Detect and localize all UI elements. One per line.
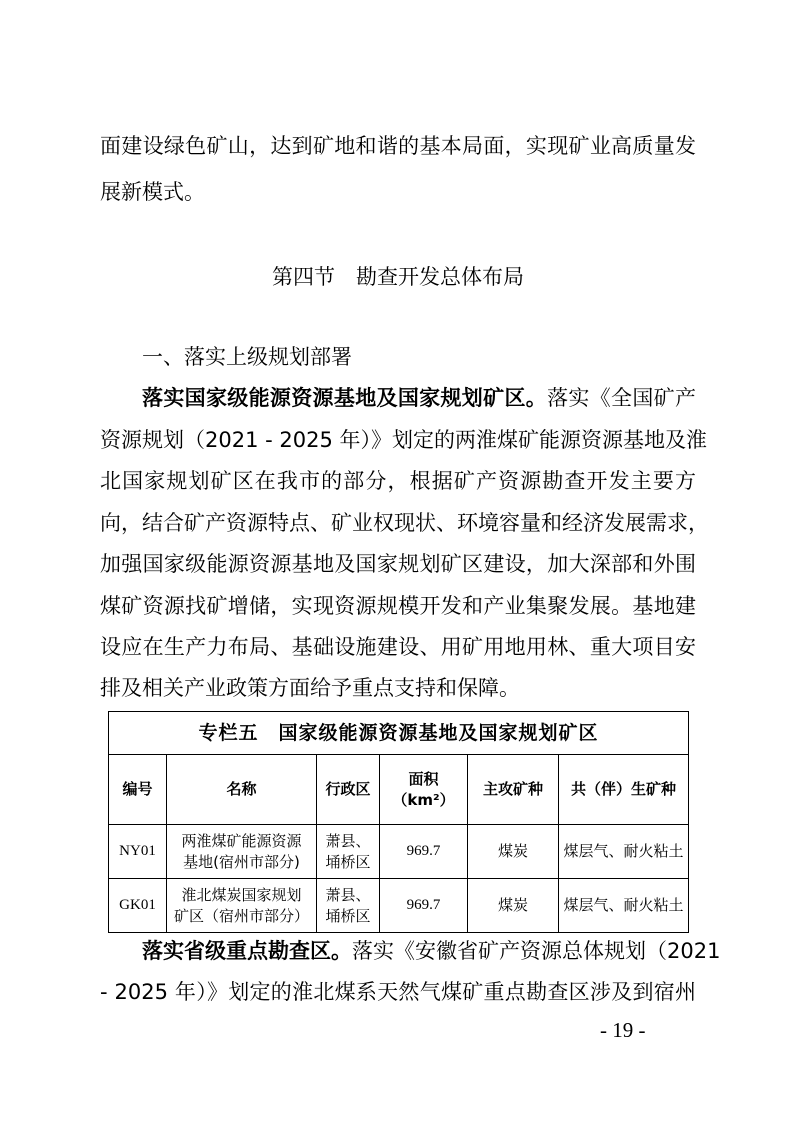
table-caption: 专栏五 国家级能源资源基地及国家规划矿区 xyxy=(109,712,689,755)
cell-area: 969.7 xyxy=(380,879,468,933)
paragraph-line: 资源规划（2021 - 2025 年）》划定的两淮煤矿能源资源基地及淮 xyxy=(100,428,707,452)
cell-code: GK01 xyxy=(109,879,167,933)
cell-area: 969.7 xyxy=(380,825,468,879)
cell-name-line: 淮北煤炭国家规划 xyxy=(181,885,302,904)
paragraph-line: - 2025 年）》划定的淮北煤系天然气煤矿重点勘查区涉及到宿州 xyxy=(100,980,696,1004)
cell-main-mineral: 煤炭 xyxy=(468,825,559,879)
header-associated-mineral: 共（伴）生矿种 xyxy=(559,755,689,825)
section-title: 第四节 勘查开发总体布局 xyxy=(272,265,524,289)
paragraph-line: 展新模式。 xyxy=(100,180,205,204)
paragraph-line: 排及相关产业政策方面给予重点支持和保障。 xyxy=(100,676,520,700)
header-code: 编号 xyxy=(109,755,167,825)
paragraph-line: 煤矿资源找矿增储，实现资源规模开发和产业集聚发展。基地建 xyxy=(100,594,696,618)
cell-name xyxy=(167,879,317,933)
paragraph-line xyxy=(142,384,696,412)
table-header-row xyxy=(109,755,689,825)
cell-name-line: 两淮煤矿能源资源 xyxy=(181,831,302,850)
paragraph-line: 面建设绿色矿山，达到矿地和谐的基本局面，实现矿业高质量发 xyxy=(100,134,696,158)
paragraph-line: 北国家规划矿区在我市的部分，根据矿产资源勘查开发主要方 xyxy=(100,469,696,493)
info-box-table xyxy=(108,711,689,933)
cell-main-mineral: 煤炭 xyxy=(468,879,559,933)
cell-district-line: 萧县、 xyxy=(325,885,371,904)
bold-lead: 落实省级重点勘查区。 xyxy=(142,939,352,963)
cell-code: NY01 xyxy=(109,825,167,879)
cell-district xyxy=(317,825,380,879)
cell-name-line: 基地(宿州市部分) xyxy=(183,852,300,871)
bold-lead: 落实国家级能源资源基地及国家规划矿区。 xyxy=(142,386,548,410)
cell-associated-mineral: 煤层气、耐火粘土 xyxy=(559,879,689,933)
subheading: 一、落实上级规划部署 xyxy=(142,345,352,369)
cell-name xyxy=(167,825,317,879)
paragraph-line: 设应在生产力布局、基础设施建设、用矿用地用林、重大项目安 xyxy=(100,635,696,659)
cell-associated-mineral: 煤层气、耐火粘土 xyxy=(559,825,689,879)
cell-name-line: 矿区（宿州市部分） xyxy=(173,906,309,925)
header-area-label: 面积 xyxy=(408,769,439,788)
cell-district xyxy=(317,879,380,933)
page-number: - 19 - xyxy=(600,1018,646,1042)
header-area xyxy=(380,755,468,825)
paragraph-line: 向，结合矿产资源特点、矿业权现状、环境容量和经济发展需求， xyxy=(100,511,709,535)
paragraph-line: 加强国家级能源资源基地及国家规划矿区建设，加大深部和外围 xyxy=(100,552,696,576)
table-row xyxy=(109,879,689,933)
cell-district-line: 埇桥区 xyxy=(325,906,371,925)
cell-district-line: 埇桥区 xyxy=(325,852,371,871)
header-name: 名称 xyxy=(167,755,317,825)
paragraph-line xyxy=(142,937,721,965)
text-span: 落实《全国矿产 xyxy=(547,386,696,410)
header-area-unit: （km²） xyxy=(392,790,455,809)
header-main-mineral: 主攻矿种 xyxy=(468,755,559,825)
header-district: 行政区 xyxy=(317,755,380,825)
text-span: 落实《安徽省矿产资源总体规划（2021 xyxy=(352,939,721,963)
table-row xyxy=(109,825,689,879)
cell-district-line: 萧县、 xyxy=(325,831,371,850)
